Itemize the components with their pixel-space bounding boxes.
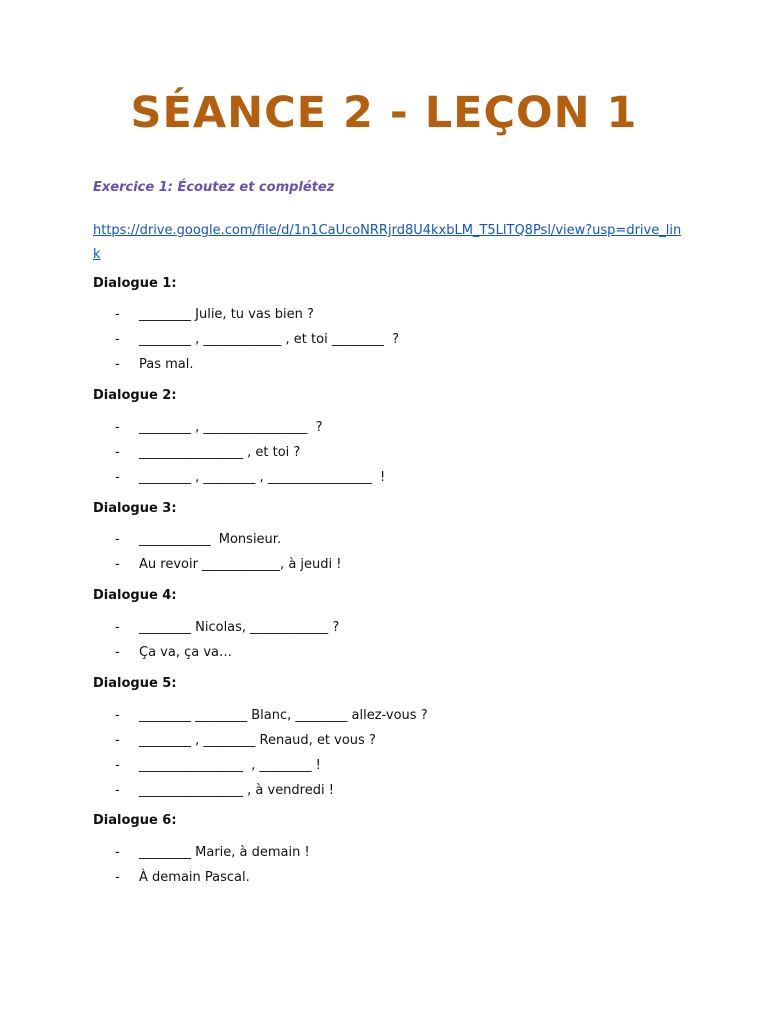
dialogue-1-line-3: - Pas mal. — [115, 357, 194, 372]
dialogue-5-heading: Dialogue 5: — [93, 676, 177, 691]
audio-drive-link[interactable]: https://drive.google.com/file/d/1n1CaUcoNRRjrd8U4kxbLM_T5LlTQ8Psl/view?usp=drive_link — [93, 223, 682, 262]
dialogue-2-line-3: - ________ , ________ , ________________ ! — [115, 470, 386, 485]
bullet-dash: - — [115, 420, 120, 435]
bullet-dash: - — [115, 620, 120, 635]
bullet-dash: - — [115, 733, 120, 748]
dialogue-5-line-3: - ________________ , ________ ! — [115, 758, 321, 773]
bullet-dash: - — [115, 445, 120, 460]
dialogue-5-line-4: - ________________ , à vendredi ! — [115, 783, 334, 798]
dialogue-3-line-2: - Au revoir ____________, à jeudi ! — [115, 557, 342, 572]
bullet-dash: - — [115, 307, 120, 322]
dialogue-2-line-2: - ________________ , et toi ? — [115, 445, 301, 460]
bullet-dash: - — [115, 870, 120, 885]
dialogue-1-line-2: - ________ , ____________ , et toi ________ ? — [115, 332, 399, 347]
dialogue-2-heading: Dialogue 2: — [93, 388, 177, 403]
bullet-dash: - — [115, 708, 120, 723]
dialogue-3-line-1: - ___________ Monsieur. — [115, 532, 282, 547]
dialogue-4-heading: Dialogue 4: — [93, 588, 177, 603]
dialogue-6-line-1: - ________ Marie, à demain ! — [115, 845, 310, 860]
dialogue-4-line-1: - ________ Nicolas, ____________ ? — [115, 620, 340, 635]
dialogue-2-line-1: - ________ , ________________ ? — [115, 420, 323, 435]
bullet-dash: - — [115, 332, 120, 347]
dialogue-5-line-2: - ________ , ________ Renaud, et vous ? — [115, 733, 376, 748]
dialogue-6-heading: Dialogue 6: — [93, 813, 177, 828]
bullet-dash: - — [115, 470, 120, 485]
bullet-dash: - — [115, 845, 120, 860]
dialogue-1-line-1: - ________ Julie, tu vas bien ? — [115, 307, 314, 322]
dialogue-6-line-2: - À demain Pascal. — [115, 870, 250, 885]
dialogue-3-heading: Dialogue 3: — [93, 501, 177, 516]
dialogue-5-line-1: - ________ ________ Blanc, ________ allez-vous ? — [115, 708, 428, 723]
bullet-dash: - — [115, 557, 120, 572]
bullet-dash: - — [115, 758, 120, 773]
dialogue-1-heading: Dialogue 1: — [93, 276, 177, 291]
bullet-dash: - — [115, 645, 120, 660]
bullet-dash: - — [115, 532, 120, 547]
bullet-dash: - — [115, 357, 120, 372]
page-title: SÉANCE 2 - LEÇON 1 — [130, 88, 638, 138]
dialogue-4-line-2: - Ça va, ça va… — [115, 645, 233, 660]
bullet-dash: - — [115, 783, 120, 798]
exercise-instruction: Exercice 1: Écoutez et complétez — [93, 180, 335, 195]
